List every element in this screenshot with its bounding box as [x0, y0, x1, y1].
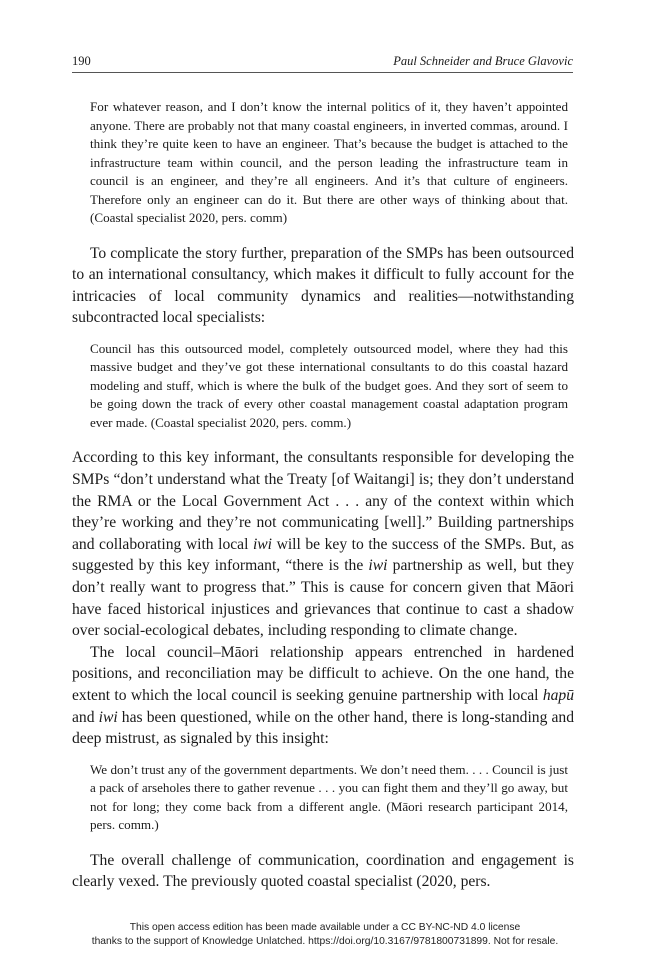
block-quote-3: We don’t trust any of the government departments. We don’t need them. . . . Council is just a pack of arseholes there to gather revenue . . . you can fight them and they’ll go away, but not for long; they come back from a different angle. (Māori research participant 2014, pers. comm.)	[90, 761, 568, 833]
license-footer-line-1: This open access edition has been made available under a CC BY-NC-ND 4.0 license	[129, 922, 521, 933]
paragraph-1: To complicate the story further, preparation of the SMPs has been outsourced to an international consultancy, which makes it difficult to fully account for the intricacies of local community dynamics and realities—notwithstanding subcontracted local specialists:	[72, 244, 574, 327]
page-number: 190	[72, 54, 91, 68]
term-hapu: hapū	[542, 686, 574, 704]
term-iwi: iwi	[368, 557, 388, 575]
page-body	[72, 98, 574, 893]
running-header	[72, 53, 573, 73]
license-footer	[40, 921, 610, 949]
block-quote-1: For whatever reason, and I don’t know the internal politics of it, they haven’t appointed anyone. There are probably not that many coastal engineers, in inverted commas, around. I think they’re quite keen to have an engineer. That’s because the budget is attached to the infrastructure team within council, and the person leading the infrastructure team in council is an engineer, and they’re all engineers. And it’s that culture of engineers. Therefore only an engineer can do it. But there are other ways of thinking about that. (Coastal specialist 2020, pers. comm)	[90, 99, 568, 225]
block-quote-2: Council has this outsourced model, completely outsourced model, where they had this massive budget and they’ve got these international consultants to do this coastal hazard modeling and stuff, which is where the bulk of the budget goes. And they sort of seem to be going down the track of every other coastal management coastal adaptation program ever made. (Coastal specialist 2020, pers. comm.)	[90, 340, 568, 430]
term-iwi: iwi	[252, 535, 273, 553]
license-footer-line-2: thanks to the support of Knowledge Unlatched. https://doi.org/10.3167/9781800731899. Not for resale.	[91, 936, 559, 947]
term-iwi: iwi	[98, 708, 118, 726]
paragraph-4: The overall challenge of communication, coordination and engagement is clearly vexed. The previously quoted coastal specialist (2020, pers.	[72, 851, 574, 891]
running-header-authors: Paul Schneider and Bruce Glavovic	[393, 54, 573, 68]
paragraph-2: According to this key informant, the consultants responsible for developing the SMPs “don’t understand what the Treaty [of Waitangi] is; they don’t understand the RMA or the Local Government Act . . . any of the context within which they’re working and they’re not communicating [well].” Building partnerships and collaborating with local iwi will be key to the success of the SMPs. But, as suggested by this key informant, “there is the iwi partnership as well, but they don’t really want to progress that.” This is cause for concern given that Māori have faced historical injustices and grievances that continue to cast a shadow over social-ecological debates, including responding to climate change.	[72, 449, 574, 640]
paragraph-3: The local council–Māori relationship appears entrenched in hardened positions, and reconciliation may be difficult to achieve. On the one hand, the extent to which the local council is seeking genuine partnership with local hapū and iwi has been questioned, while on the other hand, there is long-standing and deep mistrust, as signaled by this insight:	[72, 643, 574, 748]
